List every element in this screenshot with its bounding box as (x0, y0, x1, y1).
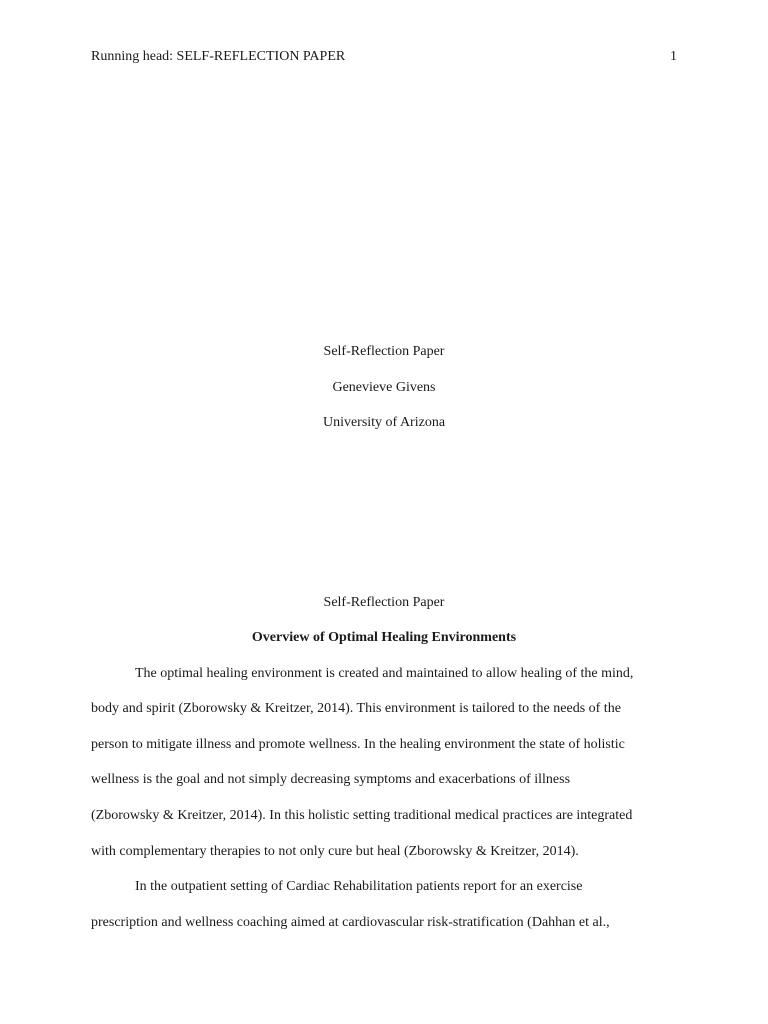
section-heading: Overview of Optimal Healing Environments (251, 630, 517, 645)
title-page-institution: University of Arizona (322, 415, 446, 430)
paragraph-1-line-1: The optimal healing environment is created and maintained to allow healing of the mind, (135, 666, 634, 681)
paragraph-1-line-6: with complementary therapies to not only cure but heal (Zborowsky & Kreitzer, 2014). (91, 844, 579, 859)
body-title: Self-Reflection Paper (323, 595, 445, 610)
paragraph-1-line-3: person to mitigate illness and promote wellness. In the healing environment the state of holistic (91, 737, 625, 752)
paragraph-2-line-2: prescription and wellness coaching aimed at cardiovascular risk-stratification (Dahhan et al., (91, 915, 610, 930)
title-page-author: Genevieve Givens (332, 380, 436, 395)
running-head: Running head: SELF-REFLECTION PAPER (91, 49, 346, 64)
paragraph-1-line-4: wellness is the goal and not simply decreasing symptoms and exacerbations of illness (91, 772, 571, 787)
paragraph-1-line-5: (Zborowsky & Kreitzer, 2014). In this holistic setting traditional medical practices are integrated (91, 808, 633, 823)
paragraph-2-line-1: In the outpatient setting of Cardiac Rehabilitation patients report for an exercise (135, 879, 583, 894)
page-number: 1 (670, 49, 677, 64)
title-page-title: Self-Reflection Paper (323, 344, 445, 359)
paragraph-1-line-2: body and spirit (Zborowsky & Kreitzer, 2014). This environment is tailored to the needs of the (91, 701, 621, 716)
page-header (91, 48, 677, 68)
